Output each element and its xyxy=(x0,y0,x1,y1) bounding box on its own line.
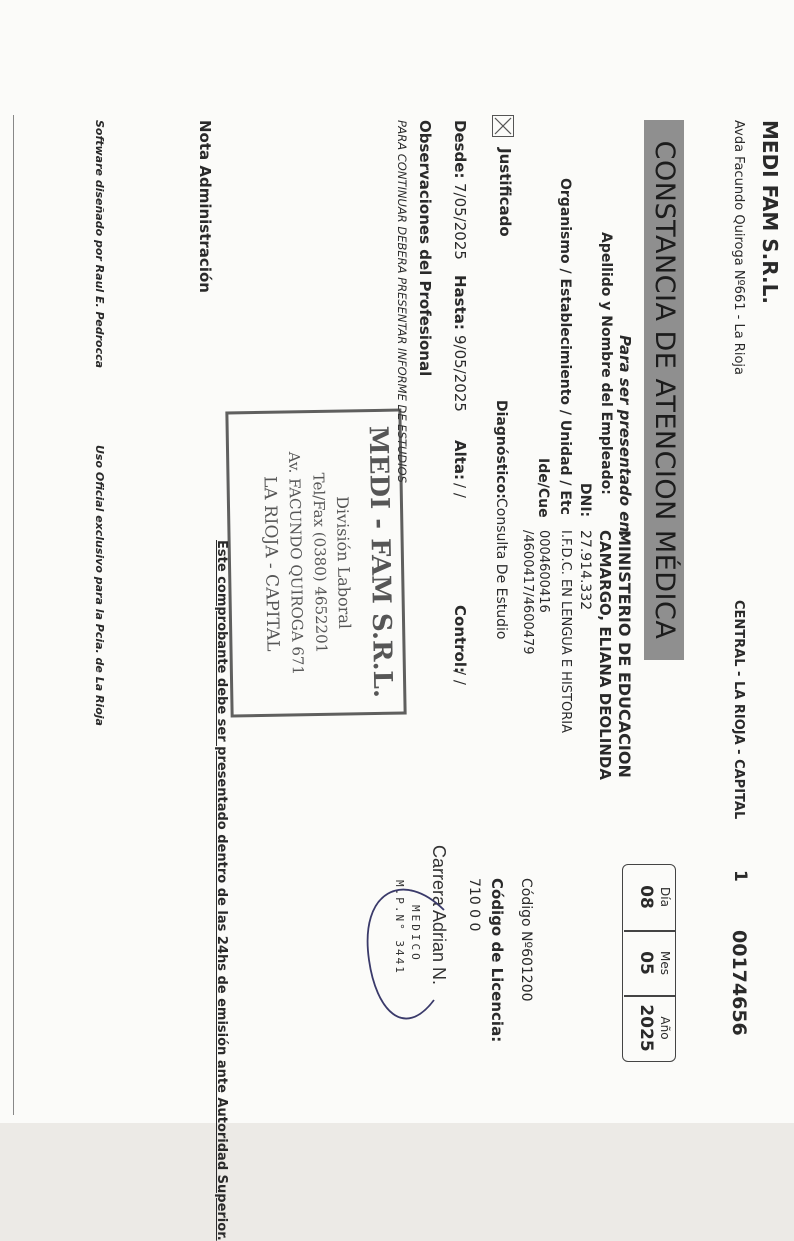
day-value: 08 xyxy=(636,885,656,909)
presentado-label: Para ser presentado en: xyxy=(616,335,634,539)
branch-number: 1 xyxy=(730,870,750,882)
alta-value: / / xyxy=(451,483,469,498)
check-x-icon xyxy=(493,116,513,136)
year-value: 2025 xyxy=(636,1004,656,1052)
justificado-label: Justificado xyxy=(496,148,514,237)
doctor-title: MEDICO xyxy=(409,905,422,963)
organismo-value: I.F.D.C. EN LENGUA E HISTORIA xyxy=(558,530,573,733)
footer-notice: Este comprobante debe ser presentado dentro de las 24hs de emisión ante Autoridad Superior. xyxy=(214,540,229,1241)
date-month xyxy=(624,931,676,995)
doctor-name: Carrera Adrian N. xyxy=(429,845,449,986)
codigo-number: Código Nº601200 xyxy=(518,878,534,1002)
branch-label: CENTRAL - LA RIOJA - CAPITAL xyxy=(731,600,746,820)
observaciones-value: PARA CONTINUAR DEBERA PRESENTAR INFORME DE ESTUDIOS xyxy=(395,120,409,483)
stamp-address: Av. FACUNDO QUIROGA 671 xyxy=(285,451,307,676)
ide-label: Ide/Cue xyxy=(535,458,551,518)
date-year xyxy=(624,996,676,1060)
month-label: Mes xyxy=(658,951,672,975)
ide-value-1: 0004600416 xyxy=(536,530,551,613)
software-credit: Software diseñado por Raul E. Pedrocca xyxy=(93,120,106,369)
desde-label: Desde: xyxy=(451,120,469,179)
stamp-phone: Tel/Fax (0380) 4652201 xyxy=(309,472,331,654)
stamp-company: MEDI - FAM S.R.L. xyxy=(362,425,398,699)
hasta-value: 9/05/2025 xyxy=(451,335,469,412)
desde-value: 7/05/2025 xyxy=(451,183,469,260)
hasta-label: Hasta: xyxy=(451,275,469,330)
observaciones-label: Observaciones del Profesional xyxy=(416,120,434,377)
presentado-value: MINISTERIO DE EDUCACION xyxy=(615,530,634,778)
control-value: / / xyxy=(451,670,469,685)
official-use: Uso Oficial exclusivo para la Pcia. de La Rioja xyxy=(93,445,106,726)
diagnostico-label: Diagnóstico: xyxy=(493,400,509,499)
bottom-edge-line xyxy=(13,115,14,1115)
stamp-division: División Laboral xyxy=(332,495,355,630)
day-label: Día xyxy=(658,887,672,907)
stamp-city: LA RIOJA - CAPITAL xyxy=(259,475,283,652)
dni-value: 27.914.332 xyxy=(577,530,593,611)
document-number: 00174656 xyxy=(728,930,750,1036)
justificado-checkbox xyxy=(492,115,514,137)
codigo-licencia-value: 710 0 0 xyxy=(466,878,482,932)
doctor-mp: M.P.N° 3441 xyxy=(393,880,406,975)
organismo-label: Organismo / Establecimiento / Unidad / Etc xyxy=(557,178,573,515)
empleado-value: CAMARGO, ELIANA DEOLINDA xyxy=(596,530,614,780)
date-day xyxy=(624,864,676,930)
empleado-label: Apellido y Nombre del Empleado: xyxy=(598,232,614,495)
signature-icon xyxy=(354,850,464,1050)
year-label: Año xyxy=(658,1016,672,1040)
codigo-licencia-label: Código de Licencia: xyxy=(488,878,506,1043)
company-address: Avda Facundo Quiroga Nº661 - La Rioja xyxy=(731,120,746,375)
month-value: 05 xyxy=(636,951,656,975)
page-title: CONSTANCIA DE ATENCION MÉDICA xyxy=(649,140,680,640)
ide-value-2: /4600417/4600479 xyxy=(520,530,535,655)
dni-label: DNI: xyxy=(577,483,593,518)
nota-label: Nota Administración xyxy=(196,120,214,293)
alta-label: Alta: xyxy=(451,440,469,481)
company-stamp xyxy=(225,408,406,717)
diagnostico-value: Consulta De Estudio xyxy=(493,498,509,640)
control-label: Control: xyxy=(451,605,469,674)
company-name: MEDI FAM S.R.L. xyxy=(758,120,782,304)
